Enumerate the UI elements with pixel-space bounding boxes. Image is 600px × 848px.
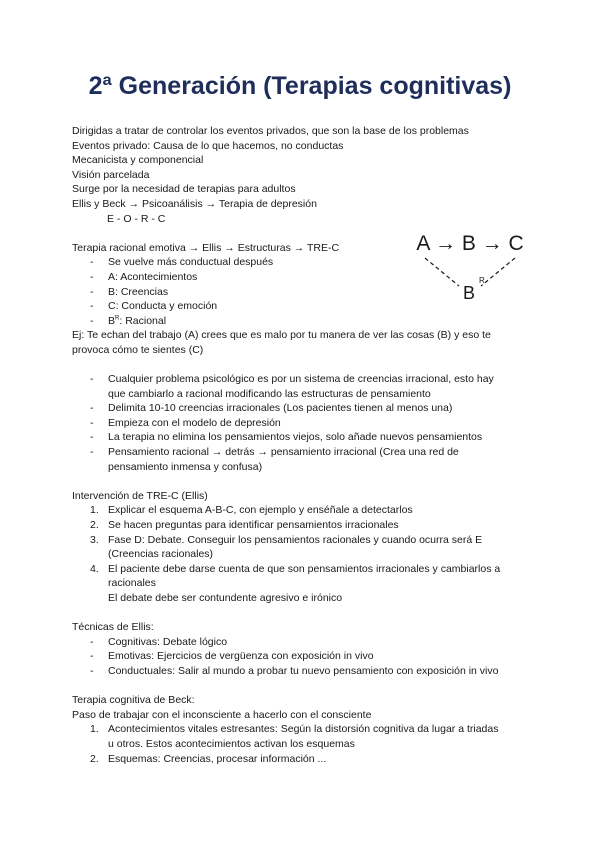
list-item: - Cognitivas: Debate lógico (72, 635, 532, 650)
step-number: 2. (90, 519, 99, 532)
list-item (72, 445, 532, 474)
points-list (72, 372, 532, 474)
list-item (72, 430, 532, 445)
br-node: B (462, 283, 476, 303)
item-line: u otros. Estos acontecimientos activan los esquemas (108, 737, 355, 750)
item-line: Se hacen preguntas para identificar pensamientos irracionales (108, 519, 399, 532)
intro-line: Dirigidas a tratar de controlar los eventos privados, que son la base de los problemas (72, 125, 469, 137)
list-item: - B: Creencias (72, 285, 532, 300)
trec-heading: Terapia racional emotiva → Ellis → Estructuras → TRE-C (72, 241, 340, 254)
step-number: 1. (90, 723, 99, 736)
item-line: (Creencias racionales) (108, 548, 214, 561)
step-number: 4. (90, 562, 99, 575)
list-item: - Emotivas: Ejercicios de vergüenza con exposición in vivo (72, 649, 532, 664)
list-item: - Conductuales: Salir al mundo a probar tu nuevo pensamiento con exposición in vivo (72, 664, 532, 679)
techniques-heading: Técnicas de Ellis: (72, 621, 154, 634)
beck-subheading: Paso de trabajar con el inconsciente a hacerlo con el consciente (72, 708, 372, 721)
list-item: - C: Conducta y emoción (72, 299, 532, 314)
intro-line: Ellis y Beck → Psicoanálisis → Terapia de depresión (72, 197, 317, 210)
list-item (72, 562, 532, 606)
br-node-superscript: R (479, 276, 485, 285)
step-number: 3. (90, 533, 99, 546)
example-line: provoca cómo te sientes (C) (72, 343, 204, 356)
eorc-formula: E - O - R - C (107, 212, 166, 225)
br-superscript: R (115, 315, 120, 322)
br-label: : Racional (119, 314, 167, 327)
item-line: racionales (108, 577, 156, 590)
list-item (72, 518, 532, 533)
example-line: Ej: Te echan del trabajo (A) crees que es malo por tu manera de ver las cosas (B) y eso te (72, 329, 491, 342)
intro-line: Eventos privado: Causa de lo que hacemos, no conductas (72, 139, 344, 152)
list-item: - Se vuelve más conductual después (72, 255, 532, 270)
item-line: Explicar el esquema A-B-C, con ejemplo y enséñale a detectarlos (108, 504, 413, 517)
beck-steps (72, 722, 532, 766)
list-item (72, 416, 532, 431)
abc-diagram (405, 228, 535, 308)
step-number: 1. (90, 504, 99, 517)
beck-heading: Terapia cognitiva de Beck: (72, 694, 195, 707)
document-body (72, 124, 532, 766)
intro-line: Surge por la necesidad de terapias para adultos (72, 183, 296, 196)
list-item (72, 503, 532, 518)
item-line: Acontecimientos vitales estresantes: Según la distorsión cognitiva da lugar a triadas (108, 723, 499, 736)
br-letter: B (108, 314, 116, 327)
list-item (72, 401, 532, 416)
list-item (72, 533, 532, 562)
list-item (72, 372, 532, 401)
item-line: que cambiarlo a racional modificando las estructuras de pensamiento (108, 387, 431, 400)
page-title: 2ª Generación (Terapias cognitivas) (88, 72, 512, 100)
step-number: 2. (90, 752, 99, 765)
abc-sequence: A → B → C (416, 232, 524, 255)
item-line: - Cualquier problema psicológico es por un sistema de creencias irracional, esto hay (108, 373, 494, 386)
dashed-link-left (425, 258, 459, 286)
intro-line: Mecanicista y componencial (72, 154, 204, 167)
intro-line: Visión parcelada (72, 168, 150, 181)
item-line: Esquemas: Creencias, procesar información ... (108, 752, 327, 765)
item-line: El paciente debe darse cuenta de que son pensamientos irracionales y cambiarlos a (108, 562, 501, 575)
item-line: Fase D: Debate. Conseguir los pensamientos racionales y cuando ocurra será E (108, 533, 483, 546)
item-line: - Delimita 10-10 creencias irracionales (Los pacientes tienen al menos una) (108, 402, 453, 415)
list-item (72, 314, 532, 329)
item-line: - Pensamiento racional → detrás → pensamiento irracional (Crea una red de (108, 446, 459, 459)
item-line: - Empieza con el modelo de depresión (108, 416, 281, 429)
item-line: El debate debe ser contundente agresivo e irónico (108, 592, 343, 604)
intervention-steps (72, 503, 532, 605)
item-line: pensamiento inmensa y confusa) (108, 460, 263, 473)
techniques-list (72, 635, 532, 679)
list-item (72, 722, 532, 751)
list-item: - A: Acontecimientos (72, 270, 532, 285)
intervention-heading: Intervención de TRE-C (Ellis) (72, 489, 208, 502)
list-item (72, 752, 532, 767)
item-line: - La terapia no elimina los pensamientos viejos, solo añade nuevos pensamientos (108, 431, 483, 444)
dashed-link-right (481, 258, 515, 286)
